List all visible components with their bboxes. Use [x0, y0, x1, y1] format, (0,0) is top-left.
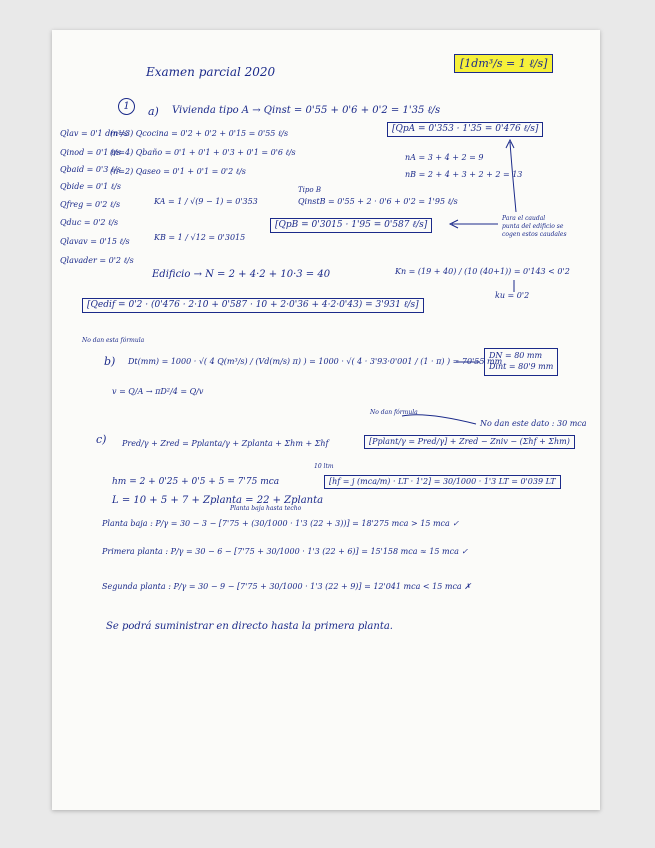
edificio-line: Edificio → N = 2 + 4·2 + 10·3 = 40 [152, 269, 331, 280]
result-equation: [Pplant/γ = Pred/γ] + Zred − Zniv − (Σhf + Σhm) [364, 435, 575, 449]
note-caudal: punta del edificio se [502, 223, 564, 230]
unit-note: [1dm³/s = 1 ℓ/s] [454, 54, 553, 73]
flow-item: Qlavav = 0'15 ℓ/s [60, 237, 130, 246]
flow-item: Qlav = 0'1 dm³/s [60, 129, 128, 138]
flow-item: Qbaid = 0'3 ℓ/s [60, 165, 121, 174]
ka-formula: KA = 1 / √(9 − 1) = 0'353 [154, 197, 258, 206]
v-formula: v = Q/A → πD²/4 = Q/v [112, 387, 204, 396]
flow-item: Qlavader = 0'2 ℓ/s [60, 256, 134, 265]
flow-item: Qinod = 0'1 ℓ/s [60, 148, 122, 157]
exam-sheet [52, 30, 600, 810]
exam-title: Examen parcial 2020 [146, 65, 276, 79]
note-caudal: cogen estos caudales [502, 231, 567, 238]
flow-item: Qfreg = 0'2 ℓ/s [60, 200, 121, 209]
note-no-dato: No dan este dato : 30 mca [480, 419, 587, 428]
qpa-result: [QpA = 0'353 · 1'35 = 0'476 ℓ/s] [387, 122, 543, 137]
part-a-label: a) [148, 105, 159, 118]
hm-line: hm = 2 + 0'25 + 0'5 + 5 = 7'75 mca [112, 477, 280, 487]
kb-formula: KB = 1 / √12 = 0'3015 [154, 233, 246, 242]
qinst-b: QinstB = 0'55 + 2 · 0'6 + 0'2 = 1'95 ℓ/s [298, 197, 458, 206]
planta-baja-line: Planta baja : P/γ = 30 − 3 − [7'75 + (30/1000 · 1'3 (22 + 3))] = 18'275 mca > 15 mca ✓ [102, 519, 460, 528]
note-caudal: Para el caudal [502, 215, 546, 222]
note-no-formula-c: No dan fórmula [370, 409, 418, 416]
vivienda-a-line: Vivienda tipo A → Qinst = 0'55 + 0'6 + 0'2 = 1'35 ℓ/s [172, 105, 441, 116]
arrow-to-qpa [510, 142, 516, 212]
energy-equation: Pred/γ + Zred = Pplanta/γ + Zplanta + Σhm + Σhf [122, 439, 329, 448]
ku-value: ku = 0'2 [495, 291, 530, 300]
dn-value: DN = 80 mm [489, 351, 543, 360]
part-c-label: c) [96, 433, 107, 446]
flow-item: Qbide = 0'1 ℓ/s [60, 182, 121, 191]
annotation-arrows [52, 30, 600, 810]
primera-planta-line: Primera planta : P/γ = 30 − 6 − [7'75 + 30/1000 · 1'3 (22 + 6)] = 15'158 mca ≈ 15 mca ✓ [102, 547, 469, 556]
segunda-planta-line: Segunda planta : P/γ = 30 − 9 − [7'75 + 30/1000 · 1'3 (22 + 9)] = 12'041 mca < 15 mca ✗ [102, 582, 471, 591]
qedif-result: [Qedif = 0'2 · (0'476 · 2·10 + 0'587 · 10 + 2·0'36 + 4·2·0'43) = 3'931 ℓ/s] [82, 298, 424, 313]
sum-cocina: (n=3) Qcocina = 0'2 + 0'2 + 0'15 = 0'55 ℓ/s [110, 129, 289, 138]
planta-note: Planta baja hasta techo [230, 505, 302, 512]
sum-bano: (n=4) Qbaño = 0'1 + 0'1 + 0'3 + 0'1 = 0'6 ℓ/s [110, 148, 296, 157]
section-number-circle: 1 [118, 98, 135, 115]
part-b-label: b) [104, 355, 116, 368]
note-no-formula: No dan esta fórmula [82, 337, 145, 344]
arrow-note-c [402, 415, 476, 424]
dint-value: Dint = 80'9 mm [489, 361, 554, 371]
dt-formula: Dt(mm) = 1000 · √( 4 Q(m³/s) / (Vd(m/s) π) ) = 1000 · √( 4 · 3'93·0'001 / (1 · π) ) = 70'55 mm [128, 357, 503, 366]
kn-formula: Kn = (19 + 40) / (10 (40+1)) = 0'143 < 0'2 [395, 267, 570, 276]
hf-formula: [hf = j (mca/m) · LT · 1'2] = 30/1000 · 1'3 LT = 0'039 LT [324, 475, 561, 489]
qpb-result: [QpB = 0'3015 · 1'95 = 0'587 ℓ/s] [270, 218, 432, 233]
nb-count: nB = 2 + 4 + 3 + 2 + 2 = 13 [405, 170, 523, 179]
length-line: L = 10 + 5 + 7 + Zplanta = 22 + Zplanta [112, 495, 324, 506]
sum-aseo: (n=2) Qaseo = 0'1 + 0'1 = 0'2 ℓ/s [110, 167, 246, 176]
na-count: nA = 3 + 4 + 2 = 9 [405, 153, 484, 162]
hf-label: 10 ltm [314, 463, 334, 470]
flow-item: Qduc = 0'2 ℓ/s [60, 218, 119, 227]
conclusion-line: Se podrá suministrar en directo hasta la primera planta. [106, 621, 393, 632]
tipo-b-label: Tipo B [298, 186, 321, 194]
